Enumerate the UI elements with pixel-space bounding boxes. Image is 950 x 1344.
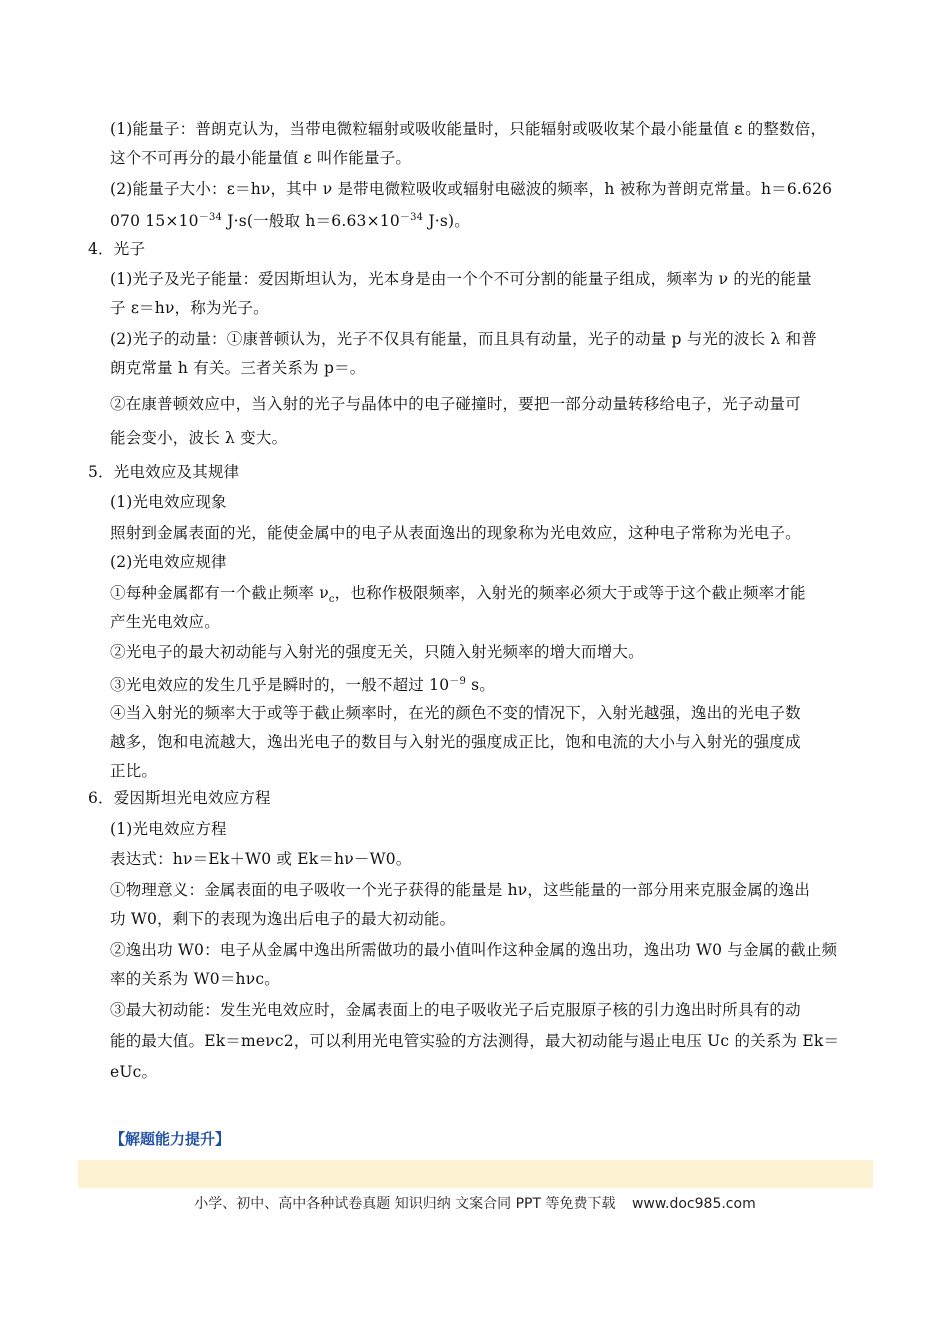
text-span: ③光电效应的发生几乎是瞬时的，一般不超过 10	[110, 676, 450, 695]
paragraph-line: 正比。	[110, 762, 158, 780]
subscript: c	[328, 594, 335, 606]
text-span: ε＝hν，其中 ν 是带电微粒吸收或辐射电磁波的频率，h 被称为普朗克常量。h＝6.626	[226, 180, 833, 198]
paragraph-line	[110, 671, 495, 696]
footer-link[interactable]: www.doc985.com	[631, 1196, 756, 1212]
text-span: ，也称作极限频率，入射光的频率必须大于或等于这个截止频率才能	[334, 584, 806, 602]
text-span: ①每种金属都有一个截止频率 ν	[110, 584, 329, 602]
superscript: －34	[198, 212, 223, 223]
paragraph-line: ②在康普顿效应中，当入射的光子与晶体中的电子碰撞时，要把一部分动量转移给电子，光子动量可	[110, 395, 801, 413]
page-footer	[0, 1193, 950, 1213]
paragraph-line: 这个不可再分的最小能量值 ε 叫作能量子。	[110, 149, 412, 167]
paragraph-line: 能的最大值。Ek＝meνc2，可以利用光电管实验的方法测得，最大初动能与遏止电压 Uc 的关系为 Ek＝	[110, 1032, 840, 1050]
paragraph-line: 照射到金属表面的光，能使金属中的电子从表面逸出的现象称为光电效应，这种电子常称为光电子。	[110, 524, 801, 542]
section-heading: 4．光子	[88, 240, 146, 258]
paragraph-line: (1)光子及光子能量：爱因斯坦认为，光本身是由一个个不可分割的能量子组成，频率为 ν 的光的能量	[110, 270, 812, 288]
paragraph-line: 率的关系为 W0＝hνc。	[110, 970, 280, 988]
superscript: －34	[399, 212, 424, 223]
highlight-band	[78, 1160, 873, 1188]
paragraph-line: (1)光电效应现象	[110, 493, 227, 511]
paragraph-line: 朗克常量 h 有关。三者关系为 p＝。	[110, 359, 366, 377]
text-span: s。	[466, 676, 496, 695]
text-span: 070 15×10	[110, 212, 199, 231]
text-span: (2)能量子大小：	[110, 180, 227, 198]
section-heading: 5．光电效应及其规律	[88, 463, 240, 481]
paragraph-line: 能会变小，波长 λ 变大。	[110, 429, 288, 447]
paragraph-line: ②逸出功 W0：电子从金属中逸出所需做功的最小值叫作这种金属的逸出功，逸出功 W0 与金属的截止频	[110, 941, 838, 959]
paragraph-line: eUc。	[110, 1063, 158, 1081]
paragraph-line: (2)光子的动量：①康普顿认为，光子不仅具有能量，而且具有动量，光子的动量 p 与光的波长 λ 和普	[110, 330, 817, 348]
paragraph-line: ②光电子的最大初动能与入射光的强度无关，只随入射光频率的增大而增大。	[110, 643, 644, 661]
paragraph-line: ④当入射光的频率大于或等于截止频率时，在光的颜色不变的情况下，入射光越强，逸出的光电子数	[110, 704, 801, 722]
paragraph-line	[110, 178, 832, 200]
paragraph-line: 越多，饱和电流越大，逸出光电子的数目与入射光的强度成正比，饱和电流的大小与入射光的强度成	[110, 733, 801, 751]
section-tag: 【解题能力提升】	[110, 1130, 231, 1148]
paragraph-line: ③最大初动能：发生光电效应时，金属表面上的电子吸收光子后克服原子核的引力逸出时所具有的动	[110, 1001, 801, 1019]
paragraph-line	[110, 582, 806, 611]
paragraph-line: (1)光电效应方程	[110, 820, 227, 838]
paragraph-line	[110, 207, 470, 232]
section-heading: 6．爱因斯坦光电效应方程	[88, 789, 271, 807]
paragraph-line: 产生光电效应。	[110, 613, 220, 631]
footer-text: 小学、初中、高中各种试卷真题 知识归纳 文案合同 PPT 等免费下载	[194, 1196, 616, 1212]
text-span: J·s(一般取 h＝6.63×10	[222, 212, 400, 231]
superscript: －9	[449, 676, 467, 687]
paragraph-line: ①物理意义：金属表面的电子吸收一个光子获得的能量是 hν，这些能量的一部分用来克服金属的逸出	[110, 881, 811, 899]
paragraph-line: (1)能量子：普朗克认为，当带电微粒辐射或吸收能量时，只能辐射或吸收某个最小能量值 ε 的整数倍，	[110, 120, 827, 138]
paragraph-line: 功 W0，剩下的表现为逸出后电子的最大初动能。	[110, 910, 456, 928]
paragraph-line: 子 ε＝hν，称为光子。	[110, 299, 269, 317]
text-span: J·s)。	[423, 212, 470, 231]
paragraph-line: 表达式：hν＝Ek＋W0 或 Ek＝hν－W0。	[110, 850, 412, 868]
paragraph-line: (2)光电效应规律	[110, 553, 227, 571]
